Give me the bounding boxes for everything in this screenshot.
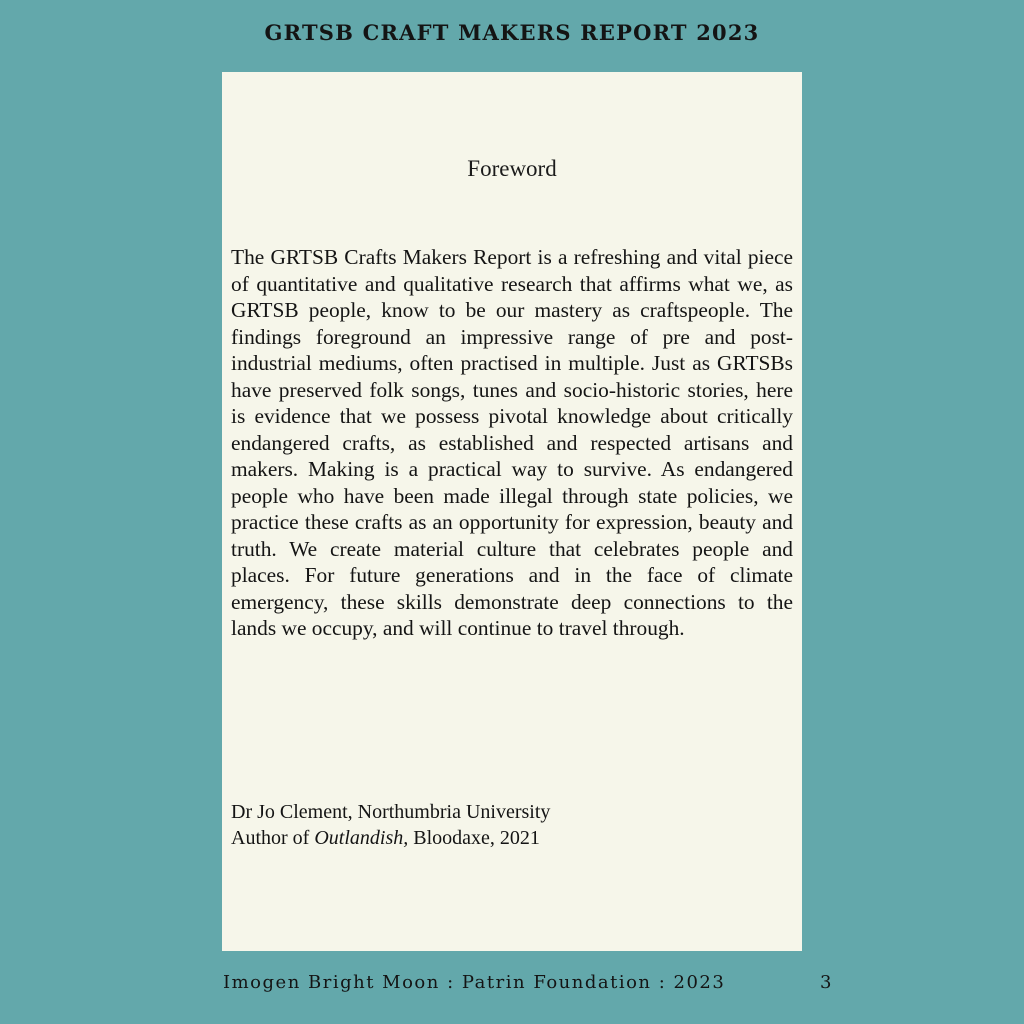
author-block [231,799,791,851]
book-title: Outlandish, [314,827,409,849]
author-of-label: Author of [231,827,315,849]
footer-credit: Imogen Bright Moon : Patrin Foundation : 2023 [223,972,726,993]
foreword-heading: Foreword [467,156,557,181]
page-number: 3 [820,972,832,993]
report-header-title: GRTSB CRAFT MAKERS REPORT 2023 [264,20,760,45]
author-name-line: Dr Jo Clement, Northumbria University [231,801,551,823]
author-book-line [231,825,791,851]
publisher-year: Bloodaxe, 2021 [408,827,540,849]
foreword-body-text: The GRTSB Crafts Makers Report is a refreshing and vital piece of quantitative and qualitative research that affirms what we, as GRTSB people, know to be our mastery as craftspeople. The findings foreground an impressive range of pre and post-industrial mediums, often practised in multiple. Just as GRTSBs have preserved folk songs, tunes and socio-historic stories, here is evidence that we possess pivotal knowledge about critically endangered crafts, as established and respected artisans and makers. Making is a practical way to survive. As endangered people who have been made illegal through state policies, we practice these crafts as an opportunity for expression, beauty and truth. We create material culture that celebrates people and places. For future generations and in the face of climate emergency, these skills demonstrate deep connections to the lands we occupy, and will continue to travel through. [231,245,793,640]
